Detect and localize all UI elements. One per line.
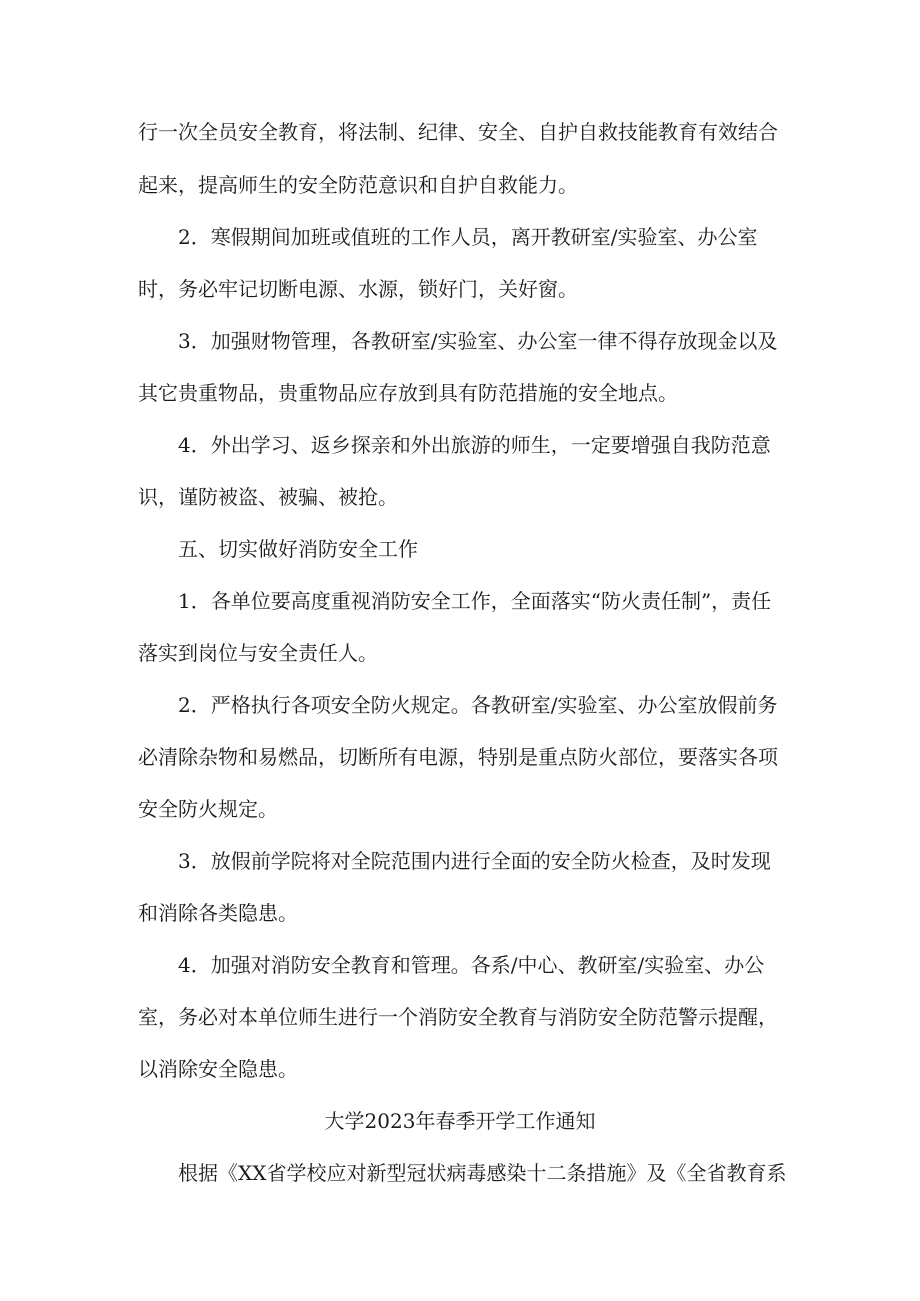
body-text-line: 以消除安全隐患。 [138, 1057, 298, 1081]
body-text-line: 室，务必对本单位师生进行一个消防安全教育与消防安全防范警示提醒， [138, 1005, 778, 1029]
body-text-line: 安全防火规定。 [138, 797, 278, 821]
list-item-line: 4．加强对消防安全教育和管理。各系/中心、教研室/实验室、办公 [178, 953, 765, 977]
body-text-line: 行一次全员安全教育，将法制、纪律、安全、自护自救技能教育有效结合 [138, 120, 778, 144]
body-text-line: 落实到岗位与安全责任人。 [138, 641, 378, 665]
body-text-line: 识，谨防被盗、被骗、被抢。 [138, 485, 398, 509]
body-text-line: 和消除各类隐患。 [138, 901, 298, 925]
list-item-line: 1．各单位要高度重视消防安全工作，全面落实“防火责任制”，责任 [178, 589, 772, 613]
body-text-line: 时，务必牢记切断电源、水源，锁好门，关好窗。 [138, 277, 578, 301]
body-text-line: 其它贵重物品，贵重物品应存放到具有防范措施的安全地点。 [138, 381, 678, 405]
list-item-line: 3．加强财物管理，各教研室/实验室、办公室一律不得存放现金以及 [178, 329, 778, 353]
body-text-line: 必清除杂物和易燃品，切断所有电源，特别是重点防火部位，要落实各项 [138, 745, 778, 769]
section-heading: 五、切实做好消防安全工作 [178, 537, 418, 561]
list-item-line: 2．严格执行各项安全防火规定。各教研室/实验室、办公室放假前务 [178, 693, 778, 717]
body-text-line: 根据《XX省学校应对新型冠状病毒感染十二条措施》及《全省教育系 [178, 1161, 787, 1185]
body-text-line: 起来，提高师生的安全防范意识和自护自救能力。 [138, 173, 578, 197]
list-item-line: 4．外出学习、返乡探亲和外出旅游的师生，一定要增强自我防范意 [178, 433, 771, 457]
notice-title: 大学2023年春季开学工作通知 [324, 1109, 596, 1133]
list-item-line: 3．放假前学院将对全院范围内进行全面的安全防火检查，及时发现 [178, 849, 771, 873]
list-item-line: 2．寒假期间加班或值班的工作人员，离开教研室/实验室、办公室 [178, 225, 758, 249]
